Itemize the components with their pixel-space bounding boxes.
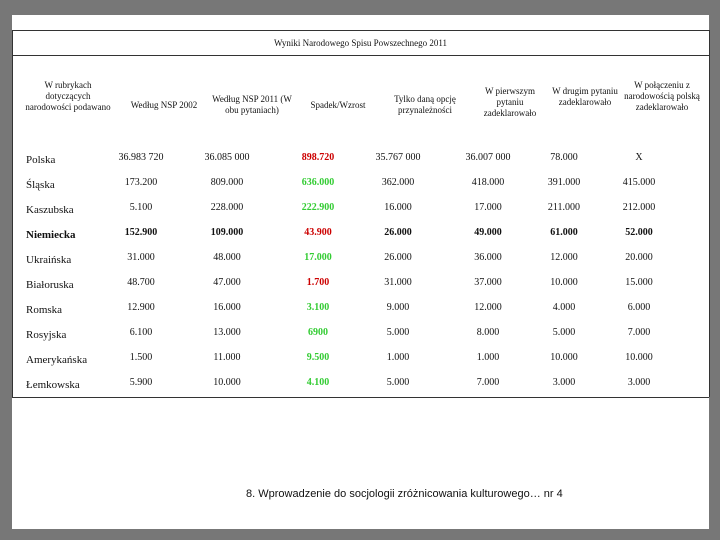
table-border-right <box>709 30 710 397</box>
table-cell: 3.000 <box>552 377 576 388</box>
table-cell: 36.000 <box>474 252 502 263</box>
table-cell: X <box>635 152 643 163</box>
header-change: Spadek/Wzrost <box>310 100 366 110</box>
table-cell: 12.900 <box>127 302 155 313</box>
table-cell: 3.000 <box>627 377 651 388</box>
table-cell: 636.000 <box>301 177 335 188</box>
table-cell: 16.000 <box>384 202 412 213</box>
table-cell: 9.500 <box>306 352 330 363</box>
table-cell: 10.000 <box>213 377 241 388</box>
table-cell: 4.000 <box>552 302 576 313</box>
table-cell: 49.000 <box>474 227 502 238</box>
table-cell: 31.000 <box>384 277 412 288</box>
table-cell: 7.000 <box>476 377 500 388</box>
table-cell: 7.000 <box>627 327 651 338</box>
row-label: Kaszubska <box>26 204 74 216</box>
table-cell: 43.900 <box>304 227 332 238</box>
table-cell: 78.000 <box>550 152 578 163</box>
header-first-question: W pierwszym pytaniu zadeklarowało <box>483 86 537 118</box>
table-cell: 5.100 <box>129 202 153 213</box>
table-cell: 6.100 <box>129 327 153 338</box>
row-label: Rosyjska <box>26 329 67 341</box>
table-cell: 36.983 720 <box>118 152 164 163</box>
header-combined-polish: W połączeniu z narodowością polską zadeklarowało <box>624 80 700 112</box>
header-nsp2011: Według NSP 2011 (W obu pytaniach) <box>212 94 292 115</box>
table-cell: 391.000 <box>547 177 581 188</box>
row-label: Białoruska <box>26 279 74 291</box>
header-nationality: W rubrykach dotyczących narodowości podawano <box>25 80 111 112</box>
row-label: Romska <box>26 304 63 316</box>
table-cell: 35.767 000 <box>375 152 421 163</box>
table-cell: 3.100 <box>306 302 330 313</box>
table-cell: 152.900 <box>124 227 158 238</box>
table-cell: 1.000 <box>476 352 500 363</box>
table-cell: 211.000 <box>547 202 581 213</box>
table-cell: 1.000 <box>386 352 410 363</box>
table-cell: 31.000 <box>127 252 155 263</box>
row-label: Śląska <box>26 179 55 191</box>
row-label: Ukraińska <box>26 254 72 266</box>
table-cell: 415.000 <box>622 177 656 188</box>
table-cell: 222.900 <box>301 202 335 213</box>
table-cell: 5.000 <box>386 377 410 388</box>
table-cell: 36.007 000 <box>465 152 511 163</box>
table-cell: 898.720 <box>301 152 335 163</box>
header-nsp2002: Według NSP 2002 <box>130 100 198 110</box>
table-cell: 809.000 <box>210 177 244 188</box>
table-cell: 10.000 <box>550 352 578 363</box>
table-cell: 37.000 <box>474 277 502 288</box>
table-border-left <box>12 30 13 397</box>
table-cell: 362.000 <box>381 177 415 188</box>
slide-footer: 8. Wprowadzenie do socjologii zróżnicowania kulturowego… nr 4 <box>246 488 563 500</box>
table-cell: 1.500 <box>129 352 153 363</box>
table-cell: 36.085 000 <box>204 152 250 163</box>
table-cell: 418.000 <box>471 177 505 188</box>
table-cell: 20.000 <box>625 252 653 263</box>
table-cell: 8.000 <box>476 327 500 338</box>
table-cell: 9.000 <box>386 302 410 313</box>
table-cell: 109.000 <box>210 227 244 238</box>
table-cell: 6900 <box>308 327 328 338</box>
row-label: Amerykańska <box>26 354 88 366</box>
table-cell: 228.000 <box>210 202 244 213</box>
table-cell: 15.000 <box>625 277 653 288</box>
table-cell: 5.900 <box>129 377 153 388</box>
table-border-top <box>12 30 709 31</box>
table-cell: 13.000 <box>213 327 241 338</box>
table-cell: 17.000 <box>304 252 332 263</box>
table-cell: 17.000 <box>474 202 502 213</box>
table-cell: 48.000 <box>213 252 241 263</box>
table-cell: 5.000 <box>386 327 410 338</box>
table-cell: 12.000 <box>474 302 502 313</box>
header-second-question: W drugim pytaniu zadeklarowało <box>552 86 618 107</box>
table-cell: 48.700 <box>127 277 155 288</box>
table-cell: 173.200 <box>124 177 158 188</box>
row-label: Niemiecka <box>26 229 76 241</box>
table-cell: 10.000 <box>550 277 578 288</box>
table-cell: 212.000 <box>622 202 656 213</box>
table-cell: 26.000 <box>384 227 412 238</box>
table-cell: 16.000 <box>213 302 241 313</box>
table-cell: 1.700 <box>306 277 330 288</box>
table-border-bottom <box>12 397 709 398</box>
table-cell: 52.000 <box>625 227 653 238</box>
table-cell: 5.000 <box>552 327 576 338</box>
table-cell: 12.000 <box>550 252 578 263</box>
table-title: Wyniki Narodowego Spisu Powszechnego 2011 <box>12 30 709 56</box>
header-only-option: Tylko daną opcję przynależności <box>394 94 456 115</box>
table-cell: 6.000 <box>627 302 651 313</box>
row-label: Łemkowska <box>26 379 80 391</box>
table-cell: 4.100 <box>306 377 330 388</box>
table-cell: 26.000 <box>384 252 412 263</box>
table-cell: 10.000 <box>625 352 653 363</box>
table-cell: 61.000 <box>550 227 578 238</box>
row-label: Polska <box>26 154 56 166</box>
table-cell: 11.000 <box>213 352 241 363</box>
table-cell: 47.000 <box>213 277 241 288</box>
